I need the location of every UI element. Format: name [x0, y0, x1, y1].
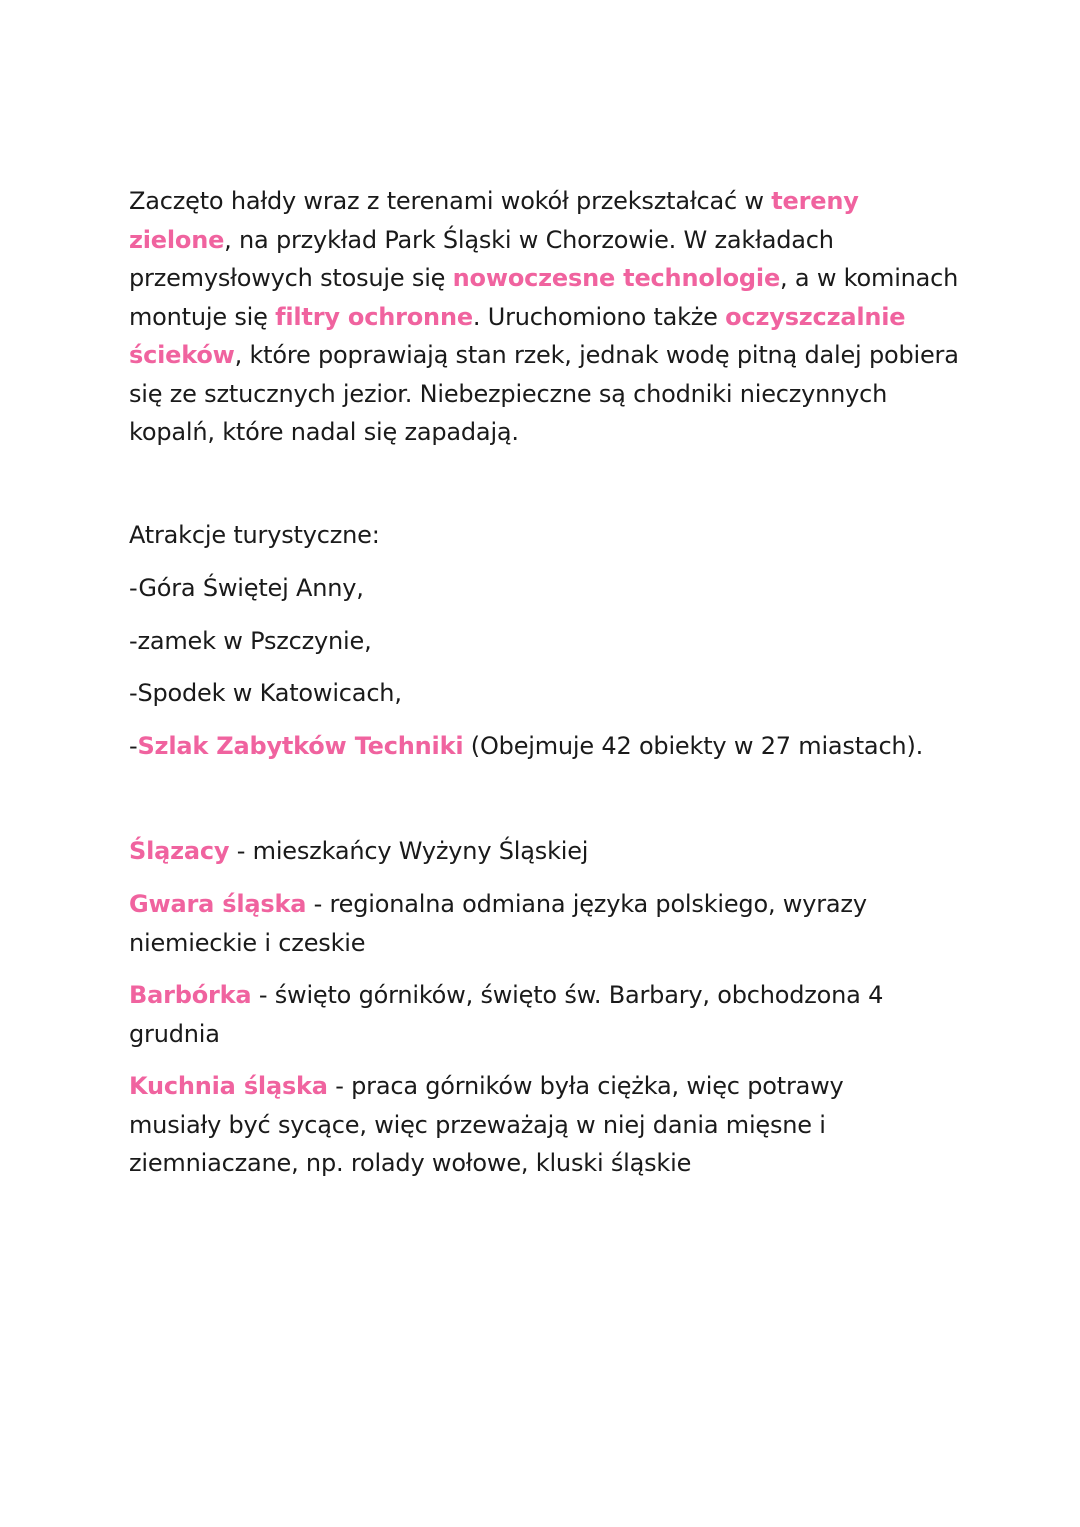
term-definition: - święto górników, święto św. Barbary, obchodzona 4 grudnia — [129, 981, 884, 1048]
term-definition: - regionalna odmiana języka polskiego, wyrazy niemieckie i czeskie — [129, 890, 867, 957]
attraction-item: -zamek w Pszczynie, — [129, 627, 372, 655]
attraction-item — [129, 727, 923, 765]
intro-text-3: , a w kominach montuje się — [129, 264, 959, 331]
intro-text-1: Zaczęto hałdy wraz z terenami wokół przekształcać w — [129, 187, 772, 215]
attraction-item: -Góra Świętej Anny, — [129, 574, 364, 602]
highlight-szlak-zabytkow-techniki: Szlak Zabytków Techniki — [137, 732, 464, 760]
attraction-item: -Spodek w Katowicach, — [129, 679, 402, 707]
attraction-prefix: - — [129, 732, 138, 760]
term-name: Ślązacy — [129, 837, 230, 865]
intro-text-4: . Uruchomiono także — [472, 302, 726, 331]
highlight-oczyszczalnie-sciekow: oczyszczalnie ścieków — [129, 302, 906, 369]
attraction-rest: (Obejmuje 42 obiekty w 27 miastach). — [463, 732, 924, 760]
term-entry-slazacy — [129, 832, 929, 871]
term-entry-kuchnia-slaska — [129, 1067, 929, 1183]
term-definition: - mieszkańcy Wyżyny Śląskiej — [229, 837, 589, 865]
term-definition: - praca górników była ciężka, więc potrawy musiały być sycące, więc przeważają w niej dania mięsne i ziemniaczane, np. rolady wołowe, kluski śląskie — [129, 1072, 844, 1177]
term-name: Barbórka — [129, 981, 252, 1009]
intro-text-5: , które poprawiają stan rzek, jednak wodę pitną dalej pobiera się ze sztucznych jezior. Niebezpieczne są chodniki nieczynnych kopalń, które nadal się zapadają. — [129, 341, 959, 446]
attractions-heading: Atrakcje turystyczne: — [129, 521, 380, 549]
highlight-tereny-zielone: tereny zielone — [129, 187, 859, 254]
intro-paragraph — [129, 182, 959, 452]
term-entry-gwara-slaska — [129, 885, 929, 962]
term-name: Kuchnia śląska — [129, 1072, 328, 1100]
term-entry-barborka — [129, 976, 929, 1053]
highlight-nowoczesne-technologie: nowoczesne technologie — [452, 264, 781, 292]
intro-text-2: , na przykład Park Śląski w Chorzowie. W zakładach przemysłowych stosuje się — [129, 225, 834, 292]
term-name: Gwara śląska — [129, 890, 307, 918]
highlight-filtry-ochronne: filtry ochronne — [275, 302, 473, 331]
